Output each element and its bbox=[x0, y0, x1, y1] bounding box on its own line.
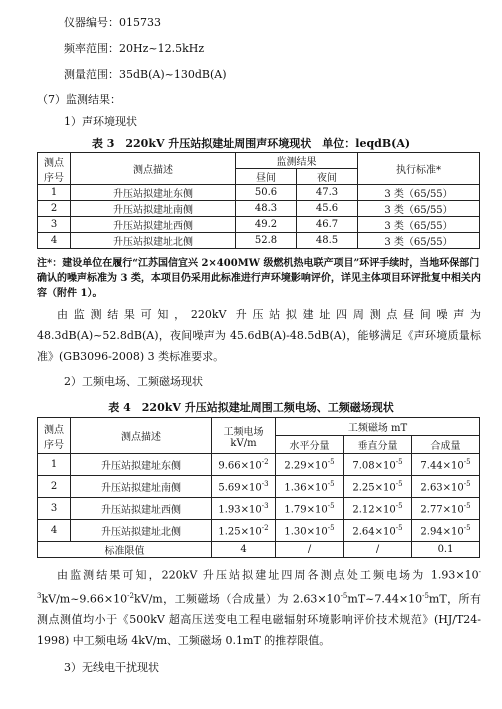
table-row bbox=[38, 185, 480, 201]
exponent: -3 bbox=[261, 479, 269, 488]
table-row bbox=[38, 476, 480, 498]
value: 2.77×10 bbox=[420, 504, 464, 516]
em-conclusion-paragraph bbox=[37, 562, 481, 651]
value: 2.25×10 bbox=[352, 482, 396, 494]
noise-conclusion-paragraph: 由监测结果可知，220kV 升压站拟建址四周测点昼间噪声为 48.3dB(A)~52.8dB(A)，夜间噪声为 45.6dB(A)-48.5dB(A)，能够满足《声环境质量标准》(GB3096-2008) 3 类标准要求。 bbox=[37, 308, 481, 363]
table-cell: 升压站拟建址西侧 bbox=[71, 498, 212, 520]
table3-header-night: 夜间 bbox=[297, 169, 358, 185]
table-cell: 2 bbox=[38, 201, 71, 217]
table-cell: 升压站拟建址西侧 bbox=[71, 217, 236, 233]
table-cell: 45.6 bbox=[297, 201, 358, 217]
value: 2.63×10 bbox=[420, 482, 464, 494]
exponent: -3 bbox=[37, 568, 481, 600]
table-cell: / bbox=[276, 542, 344, 558]
table-cell: 升压站拟建址北侧 bbox=[71, 520, 212, 542]
table4-header-electric-field: 工频电场 kV/m bbox=[212, 418, 276, 454]
table-cell: 46.7 bbox=[297, 217, 358, 233]
exponent: -2 bbox=[127, 591, 134, 600]
table-row-limit bbox=[38, 542, 480, 558]
value: 7.44×10 bbox=[420, 460, 464, 472]
table-cell: 4 bbox=[212, 542, 276, 558]
table3-header-result: 监测结果 bbox=[236, 153, 358, 169]
subheading-acoustic-environment: 1）声环境现状 bbox=[64, 115, 137, 128]
table-cell: 1 bbox=[38, 454, 71, 476]
instrument-serial: 仪器编号：015733 bbox=[64, 16, 161, 29]
value: 2.94×10 bbox=[420, 526, 464, 538]
table-cell: 升压站拟建址南侧 bbox=[71, 201, 236, 217]
table-cell: 1 bbox=[38, 185, 71, 201]
table-cell: 50.6 bbox=[236, 185, 297, 201]
table3-noise bbox=[37, 152, 480, 249]
table-cell: 3 类（65/55） bbox=[358, 201, 480, 217]
table3-caption: 表 3 220kV 升压站拟建址周围声环境现状 单位：leqdB(A) bbox=[91, 137, 411, 150]
instrument-measure-range: 测量范围：35dB(A)~130dB(A) bbox=[64, 68, 227, 81]
table-cell: / bbox=[344, 542, 412, 558]
exponent: -5 bbox=[327, 501, 335, 510]
table-cell bbox=[344, 454, 412, 476]
exponent: -5 bbox=[395, 501, 403, 510]
instrument-frequency-range: 频率范围：20Hz~12.5kHz bbox=[64, 42, 205, 55]
table4-header-total: 合成量 bbox=[412, 436, 480, 454]
table3-header-no: 测点序号 bbox=[38, 153, 71, 185]
value: 1.36×10 bbox=[284, 482, 328, 494]
table-cell: 2 bbox=[38, 476, 71, 498]
table-row bbox=[38, 233, 480, 249]
table-cell bbox=[412, 454, 480, 476]
table-cell: 升压站拟建址南侧 bbox=[71, 476, 212, 498]
table3-footnote: 注*：建设单位在履行“江苏国信宜兴 2×400MW 级燃机热电联产项目”环评手续时，当地环保部门确认的噪声标准为 3 类，本项目仍采用此标准进行声环境影响评价，详见主体项目环评批复中相关内容（附件 1）。 bbox=[37, 258, 481, 299]
table-row bbox=[38, 217, 480, 233]
exponent: -5 bbox=[463, 457, 471, 466]
value: 1.30×10 bbox=[284, 526, 328, 538]
table-cell bbox=[412, 476, 480, 498]
limit-label: 标准限值 bbox=[38, 542, 212, 558]
table-cell bbox=[412, 520, 480, 542]
table3-header-standard: 执行标准* bbox=[358, 153, 480, 185]
exponent: -5 bbox=[395, 457, 403, 466]
table3-header-day: 昼间 bbox=[236, 169, 297, 185]
exponent: -5 bbox=[395, 523, 403, 532]
subheading-radio-interference: 3）无线电干扰现状 bbox=[64, 661, 159, 674]
table-cell bbox=[276, 476, 344, 498]
table-cell bbox=[212, 476, 276, 498]
value: 1.93×10 bbox=[218, 504, 262, 516]
table4-header-vertical: 垂直分量 bbox=[344, 436, 412, 454]
table-cell: 48.3 bbox=[236, 201, 297, 217]
table4-header-magnetic-field: 工频磁场 mT bbox=[276, 418, 480, 436]
table3-header-desc: 测点描述 bbox=[71, 153, 236, 185]
table-row bbox=[38, 454, 480, 476]
table4-header-no: 测点序号 bbox=[38, 418, 71, 454]
table-cell bbox=[412, 498, 480, 520]
exponent: -5 bbox=[327, 523, 335, 532]
table4-caption: 表 4 220kV 升压站拟建址周围工频电场、工频磁场现状 bbox=[108, 401, 394, 414]
exponent: -3 bbox=[261, 501, 269, 510]
table-cell bbox=[344, 520, 412, 542]
table-cell: 52.8 bbox=[236, 233, 297, 249]
value: 1.79×10 bbox=[284, 504, 328, 516]
text-run: mT~7.44×10 bbox=[347, 592, 423, 606]
text-run: kV/m，工频磁场（合成量）为 2.63×10 bbox=[133, 592, 341, 606]
value: 9.66×10 bbox=[218, 460, 262, 472]
table-row bbox=[38, 201, 480, 217]
exponent: -5 bbox=[327, 479, 335, 488]
table-cell: 3 类（65/55） bbox=[358, 185, 480, 201]
section-heading-monitoring-results: （7）监测结果： bbox=[37, 93, 121, 106]
table-cell: 47.3 bbox=[297, 185, 358, 201]
value: 2.64×10 bbox=[352, 526, 396, 538]
table-cell: 49.2 bbox=[236, 217, 297, 233]
exponent: -5 bbox=[463, 523, 471, 532]
text-run: mT，所有测点测值均小于《500kV 超高压送变电工程电磁辐射环境影响评价技术规范》(HJ/T24-1998) 中工频电场 4kV/m、工频磁场 0.1mT 的推荐限值。 bbox=[37, 592, 481, 648]
text-run: kV/m~9.66×10 bbox=[41, 592, 128, 606]
exponent: -5 bbox=[463, 479, 471, 488]
table-cell: 0.1 bbox=[412, 542, 480, 558]
value: 1.25×10 bbox=[218, 526, 262, 538]
value: 2.29×10 bbox=[284, 460, 328, 472]
exponent: -5 bbox=[327, 457, 335, 466]
table-cell bbox=[276, 498, 344, 520]
table4-header-horizontal: 水平分量 bbox=[276, 436, 344, 454]
value: 7.08×10 bbox=[352, 460, 396, 472]
subheading-power-frequency-fields: 2）工频电场、工频磁场现状 bbox=[64, 375, 203, 388]
table-cell: 48.5 bbox=[297, 233, 358, 249]
table-cell: 3 bbox=[38, 217, 71, 233]
value: 5.69×10 bbox=[218, 482, 262, 494]
table-cell bbox=[344, 476, 412, 498]
value: 2.12×10 bbox=[352, 504, 396, 516]
table-cell: 3 bbox=[38, 498, 71, 520]
table-cell bbox=[344, 498, 412, 520]
exponent: -5 bbox=[422, 591, 429, 600]
table-cell: 3 类（65/55） bbox=[358, 217, 480, 233]
table-row bbox=[38, 520, 480, 542]
table-cell bbox=[212, 498, 276, 520]
table-row bbox=[38, 498, 480, 520]
table-cell: 升压站拟建址东侧 bbox=[71, 185, 236, 201]
exponent: -5 bbox=[463, 501, 471, 510]
table-cell: 升压站拟建址东侧 bbox=[71, 454, 212, 476]
exponent: -2 bbox=[261, 457, 269, 466]
table-cell: 4 bbox=[38, 233, 71, 249]
table-cell: 3 类（65/55） bbox=[358, 233, 480, 249]
table4-em-fields bbox=[37, 417, 480, 558]
exponent: -5 bbox=[395, 479, 403, 488]
table-cell bbox=[212, 520, 276, 542]
text-run: 由监测结果可知，220kV 升压站拟建址四周各测点处工频电场为 1.93×10 bbox=[57, 568, 479, 582]
table-cell bbox=[276, 454, 344, 476]
exponent: -2 bbox=[261, 523, 269, 532]
table4-header-desc: 测点描述 bbox=[71, 418, 212, 454]
table-cell: 升压站拟建址北侧 bbox=[71, 233, 236, 249]
exponent: -5 bbox=[340, 591, 348, 600]
table-cell: 4 bbox=[38, 520, 71, 542]
table-cell bbox=[276, 520, 344, 542]
table-cell bbox=[212, 454, 276, 476]
